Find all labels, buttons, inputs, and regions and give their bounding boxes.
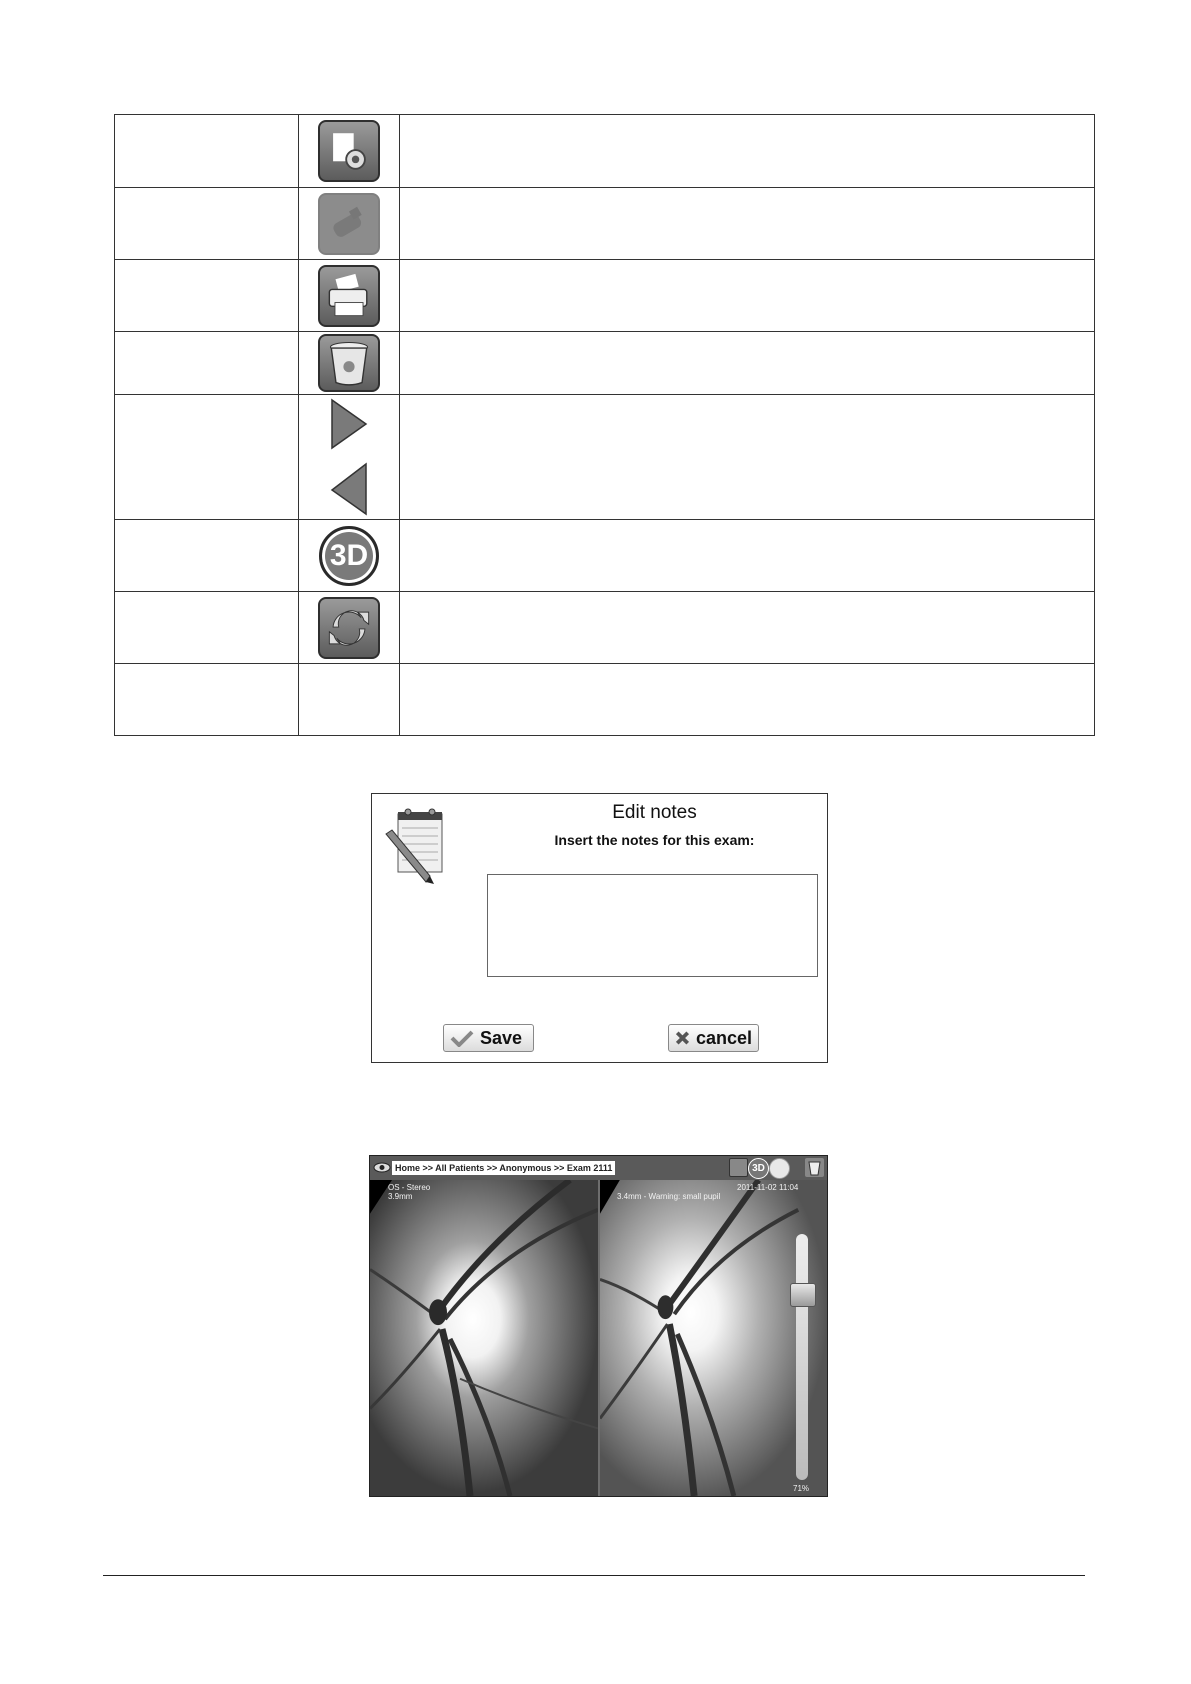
zoom-level: 71% xyxy=(793,1484,810,1493)
3d-icon: 3D xyxy=(319,526,379,586)
icon-cell xyxy=(299,260,400,332)
cancel-button[interactable] xyxy=(668,1024,759,1052)
edit-notes-dialog xyxy=(371,793,828,1063)
right-retina-image xyxy=(600,1180,827,1496)
description-cell xyxy=(400,260,1095,332)
description-cell xyxy=(400,395,1095,520)
exam-timestamp: 2011-11-02 11:04 xyxy=(737,1183,799,1192)
viewer-toolbar xyxy=(370,1156,827,1180)
left-retina-image xyxy=(370,1180,598,1496)
dialog-subtitle: Insert the notes for this exam: xyxy=(554,832,755,848)
description-cell xyxy=(400,664,1095,736)
trash-icon[interactable] xyxy=(805,1158,824,1177)
next-arrow-icon xyxy=(329,398,369,450)
icon-cell xyxy=(299,188,400,260)
refresh-icon xyxy=(318,597,380,659)
eye-logo-icon xyxy=(373,1162,391,1173)
function-name-cell xyxy=(115,332,299,395)
3d-toggle-button[interactable]: 3D xyxy=(748,1158,769,1179)
icon-cell xyxy=(299,395,400,520)
save-button-label: Save xyxy=(480,1027,523,1048)
icon-reference-table xyxy=(114,114,1095,736)
icon-cell xyxy=(299,592,400,664)
icon-cell xyxy=(299,332,400,395)
stereo-viewer-screenshot xyxy=(369,1155,828,1497)
trash-icon xyxy=(318,334,380,392)
function-name-cell xyxy=(115,188,299,260)
icon-cell xyxy=(299,115,400,188)
prev-arrow-icon xyxy=(329,462,369,516)
save-button[interactable] xyxy=(443,1024,534,1052)
table-row xyxy=(115,592,1095,664)
function-name-cell xyxy=(115,520,299,592)
print-icon xyxy=(318,265,380,327)
export-icon xyxy=(318,120,380,182)
cancel-button-label: cancel xyxy=(695,1027,752,1048)
dialog-title: Edit notes xyxy=(612,802,697,823)
table-row xyxy=(115,664,1095,736)
table-row xyxy=(115,520,1095,592)
icon-cell xyxy=(299,520,400,592)
table-row xyxy=(115,260,1095,332)
description-cell xyxy=(400,115,1095,188)
checkmark-icon xyxy=(450,1029,474,1047)
table-row xyxy=(115,188,1095,260)
left-pupil-size: 3.9mm xyxy=(388,1192,413,1201)
footer-divider xyxy=(103,1575,1085,1576)
circle-icon[interactable] xyxy=(769,1158,790,1179)
eye-mode-label: OS - Stereo xyxy=(388,1183,431,1192)
side-by-side-icon[interactable] xyxy=(729,1158,748,1177)
breadcrumb[interactable]: Home >> All Patients >> Anonymous >> Exam 2111 xyxy=(392,1161,615,1175)
notes-input[interactable] xyxy=(487,874,818,977)
description-cell xyxy=(400,520,1095,592)
function-name-cell xyxy=(115,395,299,520)
left-eye-info xyxy=(388,1183,430,1201)
right-eye-warning: 3.4mm - Warning: small pupil xyxy=(617,1192,721,1201)
function-name-cell xyxy=(115,115,299,188)
description-cell xyxy=(400,332,1095,395)
table-row xyxy=(115,395,1095,520)
description-cell xyxy=(400,592,1095,664)
table-row xyxy=(115,332,1095,395)
cross-icon xyxy=(675,1028,690,1048)
zoom-slider-track[interactable] xyxy=(796,1234,808,1480)
function-name-cell xyxy=(115,260,299,332)
table-row xyxy=(115,115,1095,188)
icon-cell xyxy=(299,664,400,736)
usb-icon xyxy=(318,193,380,255)
description-cell xyxy=(400,188,1095,260)
function-name-cell xyxy=(115,592,299,664)
function-name-cell xyxy=(115,664,299,736)
zoom-slider-thumb[interactable] xyxy=(790,1283,816,1307)
